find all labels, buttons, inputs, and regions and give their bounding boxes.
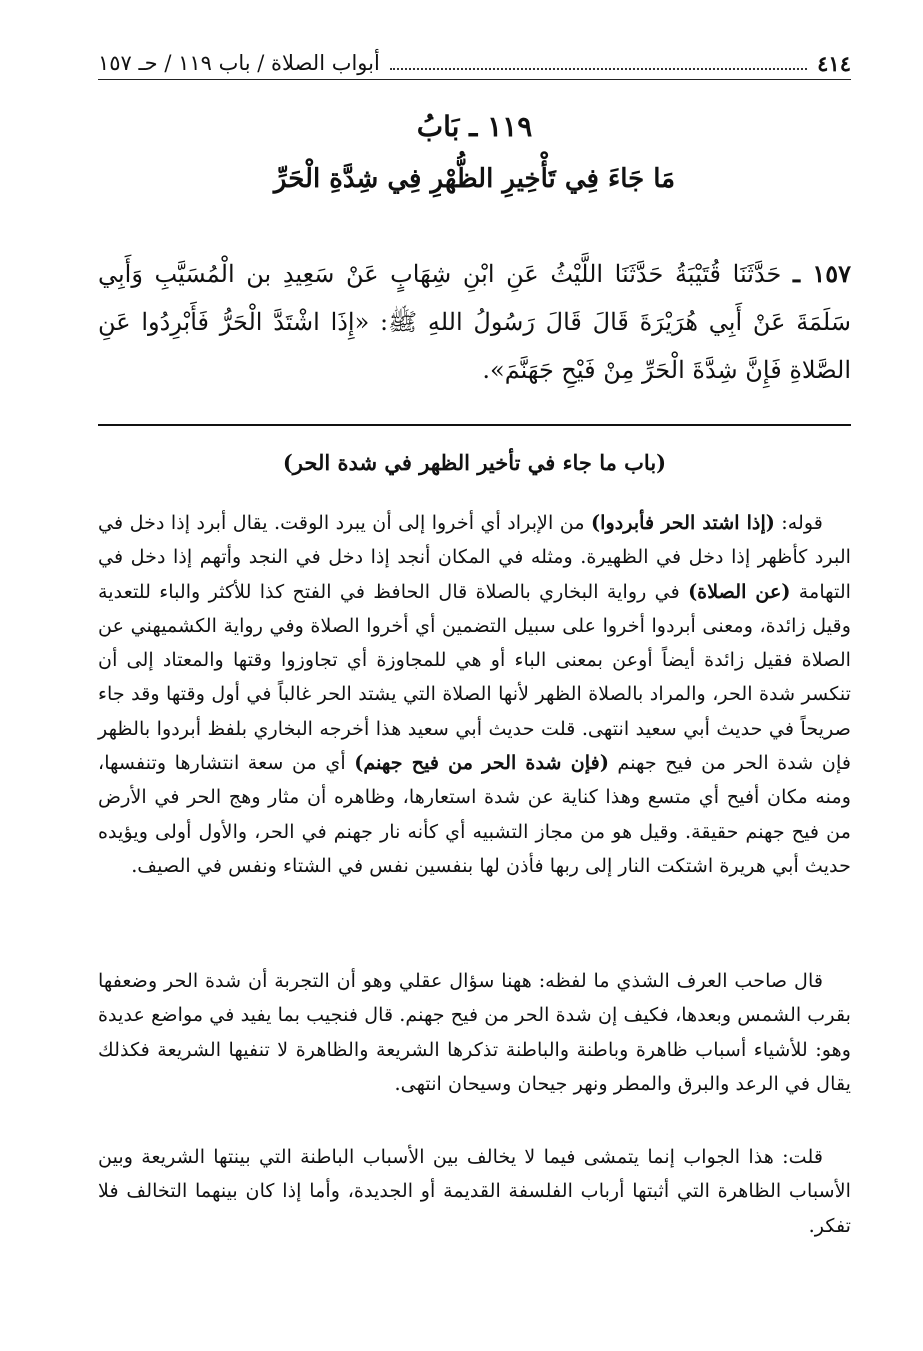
hadith-text [98,250,851,394]
commentary-text: قوله: [774,511,823,534]
commentary-text: من الإبراد أي أخروا إلى أن يبرد الوقت. يقال أبرد إذا دخل في البرد كأظهر إذا دخل في الظهيرة. ومثله في المكان أنجد إذا دخل في النجد وأتهم إذا دخل في التهامة [98,511,851,603]
commentary-paragraph-1 [98,506,851,883]
header-rule [98,79,851,80]
hadith-body: حَدَّثَنَا قُتَيْبَةُ حَدَّثَنَا اللَّيْثُ عَنِ ابْنِ شِهَابٍ عَنْ سَعِيدِ بن الْمُسَيَّبِ وَأَبِي سَلَمَةَ عَنْ أَبِي هُرَيْرَةَ قَالَ قَالَ رَسُولُ اللهِ ﷺ: «إِذَا اشْتَدَّ الْحَرُّ فَأَبْرِدُوا عَنِ الصَّلاةِ فَإِنَّ شِدَّةَ الْحَرِّ مِنْ فَيْحِ جَهَنَّمَ». [98,260,851,384]
commentary-quote: (إذا اشتد الحر فأبردوا) [591,511,775,534]
header-leader-dots [390,56,807,70]
running-title: أبواب الصلاة / باب ١١٩ / حـ ١٥٧ [98,51,380,75]
hadith-number: ١٥٧ ـ [792,259,852,288]
commentary-paragraph-2 [98,964,851,1101]
commentary-title: (باب ما جاء في تأخير الظهر في شدة الحر) [282,450,667,475]
chapter-heading: ١١٩ ـ بَابُ [416,110,533,143]
commentary-text: أي من سعة انتشارها وتنفسها، ومنه مكان أفيح أي متسع وهذا كناية عن شدة استعارها، وظاهره أن مثار وهج الحر في الأرض من فيح جهنم حقيقة. وقيل هو من مجاز التشبيه أي كأنه نار جهنم في الحر، والأول أولى ويؤيده حديث أبي هريرة اشتكت النار إلى ربها فأذن لها بنفسين نفس في الشتاء ونفس في الصيف. [98,751,851,877]
commentary-quote: (عن الصلاة) [688,579,791,603]
commentary-paragraph-3 [98,1140,851,1243]
commentary-quote: (فإن شدة الحر من فيح جهنم) [354,751,609,775]
commentary-text: قال صاحب العرف الشذي ما لفظه: ههنا سؤال عقلي وهو أن التجربة أن شدة الحر وضعفها بقرب الشمس وبعدها، فكيف إن شدة الحر من فيح جهنم. قال فنجيب بما يفيد في مواضع عديدة وهو: للأشياء أسباب ظاهرة وباطنة والباطنة تذكرها الشريعة والظاهرة لا تنفيها الشريعة فكذلك يقال في الرعد والبرق والمطر ونهر جيحان وسيحان انتهى. [98,969,851,1095]
commentary-text: في رواية البخاري بالصلاة قال الحافظ في الفتح كذا للأكثر والباء للتعدية وقيل زائدة، ومعنى أبردوا أخروا على سبيل التضمين أي أخروا الصلاة وفي رواية الكشميهني عن الصلاة فقيل زائدة أيضاً أوعن بمعنى الباء أو هي للمجاوزة أي تجاوزوا وقتها والمعتاد إلى أن تنكسر شدة الحر، والمراد بالصلاة الظهر لأنها الصلاة التي يشتد الحر غالباً في أول وقتها وقد جاء صريحاً في حديث أبي سعيد انتهى. قلت حديث أبي سعيد هذا أخرجه البخاري بلفظ أبردوا بالظهر فإن شدة الحر من فيح جهنم [98,579,852,775]
section-divider [98,424,851,426]
chapter-subtitle: مَا جَاءَ فِي تَأْخِيرِ الظُّهْرِ فِي شِدَّةِ الْحَرِّ [273,164,676,194]
commentary-text: قلت: هذا الجواب إنما يتمشى فيما لا يخالف بين الأسباب الباطنة التي بينتها الشريعة وبين الأسباب الظاهرة التي أثبتها أرباب الفلسفة القديمة أو الجديدة، وأما إذا كان بينهما التخالف فلا تفكر. [98,1145,851,1237]
page-number: ٤١٤ [817,50,851,76]
page-header [98,48,851,78]
